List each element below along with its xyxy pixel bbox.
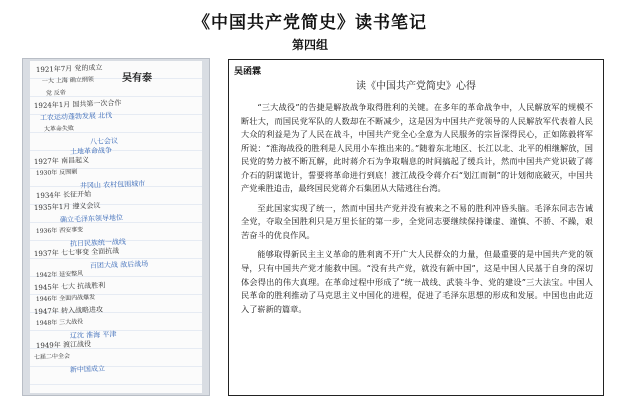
- handwritten-note-line: 1935年1月 遵义会议: [33, 201, 101, 212]
- essay-body: [241, 101, 593, 322]
- essay-paragraph-2: 至此国家实现了统一，然而中国共产党并没有被来之不易的胜利冲昏头脑。毛泽东同志告诫全党，夺取全国胜利只是万里长征的第一步，全党同志要继续保持谦虚、谨慎、不骄、不躁，艰苦奋斗的优良作风。: [241, 202, 593, 240]
- essay-paragraph-1: “三大战役”的告捷是解放战争取得胜利的关键。在多年的革命战争中，人民解放军的规模不断壮大，而国民党军队的人数却在不断减少，这是因为中国共产党领导的人民解放军代表着人民大众的利益是为了人民在战斗，中国共产党全心全意为人民服务的宗旨深得民心，正如陈毅将军所说：“淮海战役的胜利是人民用小车推出来的。”随着东北地区、长江以北、北平的相继解放，国民党的势力被不断瓦解，此时蒋介石为争取喘息的时间搞起了缓兵计，然而中国共产党识破了蒋介石的阴谋诡计，誓要将革命进行到底！渡江战役令蒋介石“划江而制”的计划彻底破灭，中国共产党乘胜追击，最终国民党蒋介石集团从大陆逃往台湾。: [241, 102, 593, 194]
- handwritten-note-line: 确立毛泽东领导地位: [59, 213, 124, 224]
- handwritten-note-line: 井冈山 农村包围城市: [79, 179, 146, 190]
- notes-author-name: 吴有泰: [122, 73, 152, 84]
- handwritten-note-line: 1936年 西安事变: [35, 226, 84, 235]
- handwritten-notes-photo: [22, 58, 210, 396]
- group-label: 第四组: [291, 38, 328, 52]
- handwritten-note-line: 新中国成立: [69, 364, 106, 374]
- handwritten-note-line: 1921年7月 党的成立: [35, 63, 103, 74]
- handwritten-note-line: 抗日民族统一战线: [69, 238, 127, 248]
- handwritten-note-line: 1924年1月 国共第一次合作: [33, 98, 122, 110]
- handwritten-note-line: 工农运动蓬勃发展 北伐: [39, 111, 113, 122]
- notes-paper: [30, 61, 202, 393]
- handwritten-note-line: 党 反帝: [45, 89, 67, 97]
- handwritten-note-line: 1948年 三大战役: [35, 318, 84, 327]
- handwritten-note-line: 百团大战 敌后战场: [89, 259, 149, 270]
- handwritten-note-line: 1945年 七大 抗战胜利: [33, 281, 106, 292]
- handwritten-note-line: 1934年 长征开始: [35, 190, 92, 200]
- handwritten-note-line: 1927年 南昌起义: [33, 156, 90, 166]
- handwritten-note-line: 1947年 转入战略进攻: [33, 305, 104, 316]
- handwritten-note-line: 1942年 延安整风: [35, 270, 84, 279]
- handwritten-note-line: 1937年 七七事变 全面抗战: [33, 247, 120, 258]
- handwritten-note-line: 土地革命战争: [69, 146, 113, 156]
- handwritten-note-line: 1930年 反围剿: [35, 168, 78, 177]
- essay-title: 读《中国共产党简史》心得: [356, 81, 476, 92]
- handwritten-note-line: 七届二中全会: [33, 352, 71, 361]
- handwritten-note-line: 大革命失败: [43, 124, 75, 133]
- handwritten-note-line: 1946年 全面内战爆发: [35, 293, 96, 303]
- essay-author-name: 吴函霖: [234, 67, 262, 77]
- essay-paragraph-3: 能够取得新民主主义革命的胜利离不开广大人民群众的力量，但最重要的是中国共产党的领导，只有中国共产党才能救中国。“没有共产党，就没有新中国”，这是中国人民基于自身的深切体会得出的伟大真理。在革命过程中形成了“统一战线、武装斗争、党的建设”三大法宝。中国人民革命的胜利推动了马克思主义中国化的进程，促进了毛泽东思想的形成和发展。中国也由此迈入了崭新的篇章。: [241, 249, 593, 314]
- handwritten-note-line: 1949年 渡江战役: [35, 340, 92, 350]
- handwritten-note-line: 一大 上海 确立纲领: [41, 76, 94, 85]
- handwritten-note-line: 辽沈 淮海 平津: [69, 330, 117, 340]
- essay-panel: [228, 59, 604, 396]
- document-title: 《中国共产党简史》读书笔记: [193, 13, 427, 33]
- handwritten-note-line: 八七会议: [89, 137, 119, 146]
